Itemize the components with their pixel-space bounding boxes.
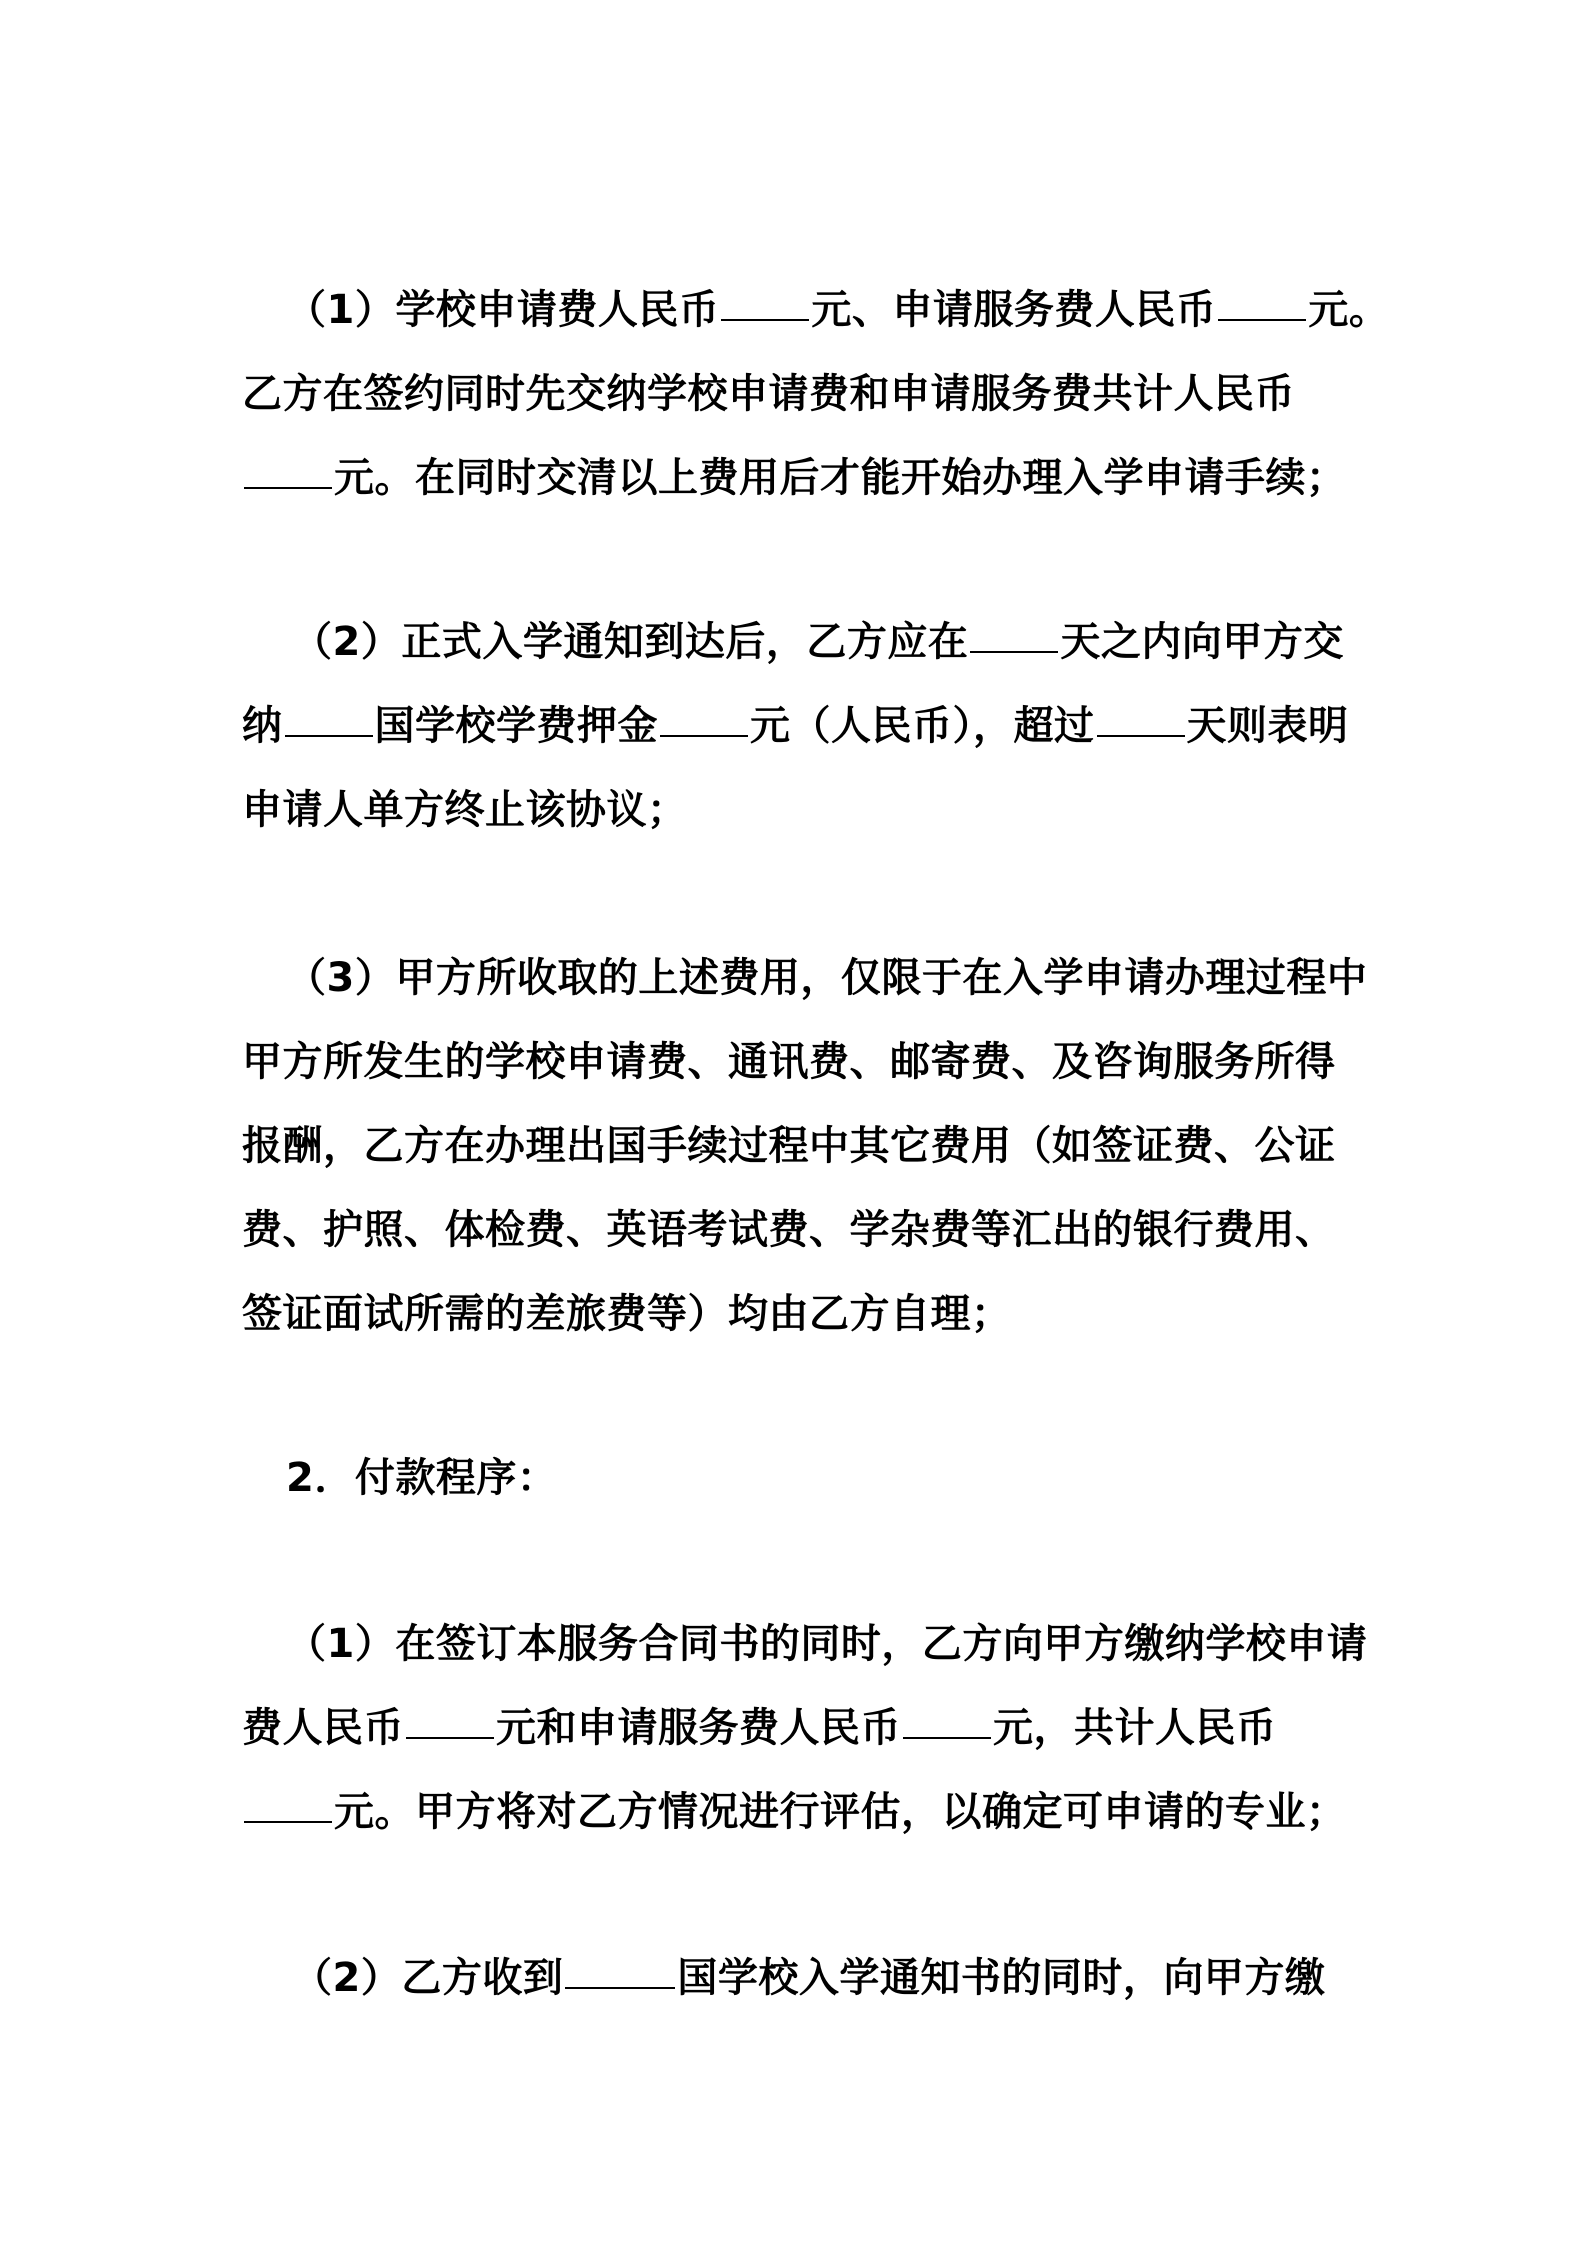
paragraph-line: 报酬，乙方在办理出国手续过程中其它费用（如签证费、公证 [242, 1123, 1336, 1169]
paragraph-line [242, 600, 1362, 684]
blank-underline [406, 1735, 494, 1739]
text-segment: 国学校学费押金 [374, 703, 658, 749]
paragraph-line: 乙方在签约同时先交纳学校申请费和申请服务费共计人民币 [242, 371, 1295, 417]
section-heading [242, 1436, 1362, 1520]
blank-underline [1218, 317, 1306, 321]
paragraph-line [242, 1770, 1362, 1854]
paragraph-line: 甲方所发生的学校申请费、通讯费、邮寄费、及咨询服务所得 [242, 1039, 1336, 1085]
text-segment: 纳 [242, 703, 283, 749]
blank-underline [565, 1985, 675, 1989]
paragraph-line: （1）在签订本服务合同书的同时，乙方向甲方缴纳学校申请 [286, 1621, 1368, 1667]
paragraph-line: 费、护照、体检费、英语考试费、学杂费等汇出的银行费用、 [242, 1207, 1336, 1253]
text-segment: 天则表明 [1186, 703, 1349, 749]
blank-underline [660, 733, 748, 737]
blank-underline [285, 733, 373, 737]
paragraph-line [242, 1686, 1362, 1770]
text-segment: 国学校入学通知书的同时，向甲方缴 [677, 1955, 1326, 2001]
blank-underline [244, 1819, 332, 1823]
text-segment: （2）乙方收到 [292, 1955, 564, 2001]
blank-underline [970, 649, 1058, 653]
text-segment: 元，共计人民币 [993, 1705, 1277, 1751]
text-segment: （2）正式入学通知到达后，乙方应在 [292, 619, 969, 665]
paragraph-1 [242, 268, 1390, 520]
text-segment: 费人民币 [242, 1705, 404, 1751]
text-segment: 元。甲方将对乙方情况进行评估，以确定可申请的专业； [334, 1789, 1347, 1835]
paragraph-4 [242, 1602, 1368, 1854]
text-segment: 元和申请服务费人民币 [496, 1705, 901, 1751]
paragraph-line: 签证面试所需的差旅费等）均由乙方自理； [242, 1291, 1012, 1337]
paragraph-line [242, 268, 1390, 352]
heading-text: 2．付款程序： [286, 1455, 558, 1501]
text-segment: 天之内向甲方交 [1060, 619, 1344, 665]
text-segment: 元。 [1308, 287, 1390, 333]
text-segment: 元（人民币），超过 [750, 703, 1095, 749]
blank-underline [244, 485, 332, 489]
blank-underline [1097, 733, 1185, 737]
text-segment: 元。在同时交清以上费用后才能开始办理入学申请手续； [334, 455, 1347, 501]
blank-underline [721, 317, 809, 321]
paragraph-line: （3）甲方所收取的上述费用，仅限于在入学申请办理过程中 [286, 955, 1368, 1001]
paragraph-line [242, 436, 1362, 520]
paragraph-2 [242, 600, 1362, 852]
paragraph-5 [242, 1936, 1362, 2020]
text-segment: （1）学校申请费人民币 [286, 287, 720, 333]
blank-underline [903, 1735, 991, 1739]
paragraph-line [242, 684, 1362, 768]
text-segment: 元、申请服务费人民币 [811, 287, 1217, 333]
paragraph-line: 申请人单方终止该协议； [242, 787, 688, 833]
paragraph-3 [242, 936, 1368, 1356]
paragraph-line [242, 1936, 1362, 2020]
